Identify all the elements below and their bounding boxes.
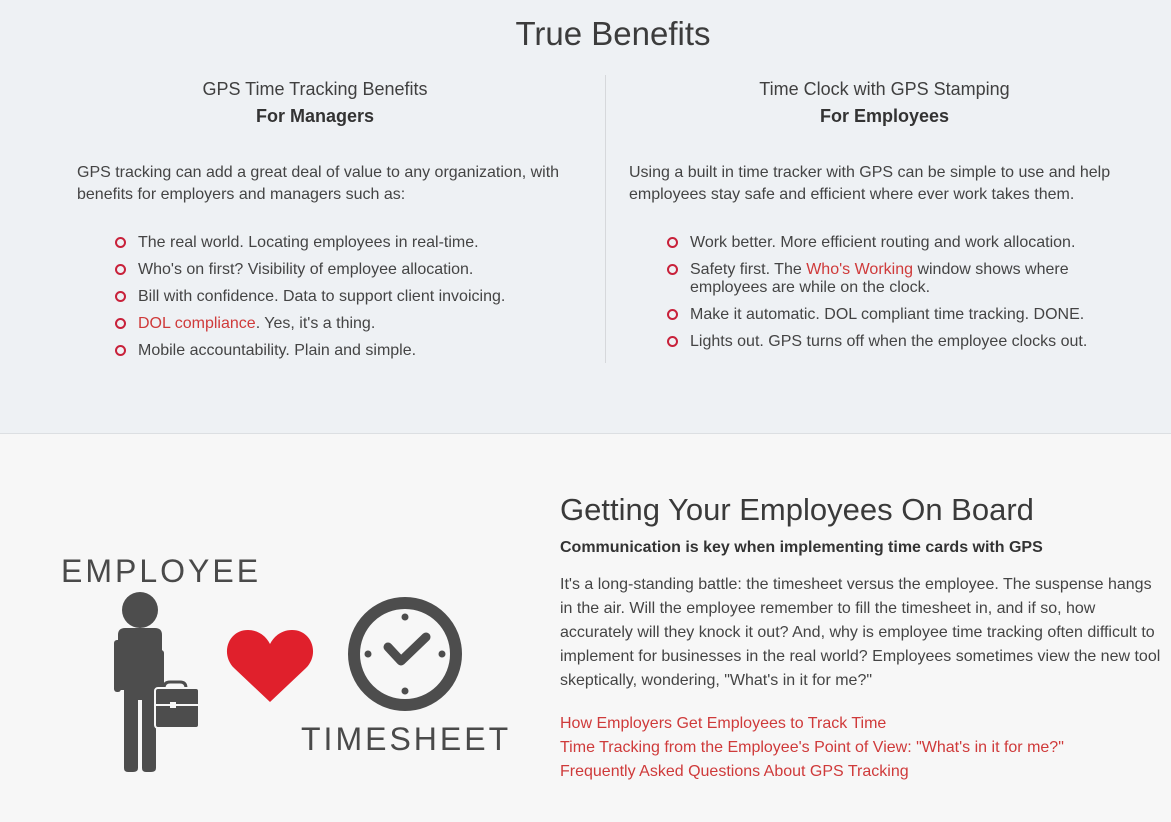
section-subtitle: Communication is key when implementing time cards with GPS bbox=[560, 539, 1043, 556]
managers-column bbox=[60, 78, 570, 369]
benefit-text: . Yes, it's a thing. bbox=[255, 315, 376, 332]
benefit-text: Lights out. GPS turns off when the employee clocks out. bbox=[690, 333, 1088, 350]
ring-bullet-icon bbox=[115, 264, 126, 275]
benefit-text: Safety first. The bbox=[690, 261, 807, 278]
employees-subtitle: Time Clock with GPS Stamping bbox=[759, 79, 1010, 99]
ring-bullet-icon bbox=[115, 291, 126, 302]
benefit-text: window shows where employees are while on the clock. bbox=[690, 261, 1069, 296]
list-item bbox=[622, 234, 1147, 252]
employees-on-board-section bbox=[560, 490, 1165, 784]
employees-intro: Using a built in time tracker with GPS can be simple to use and help employees stay safe and efficient where ever work takes them. bbox=[629, 164, 1111, 203]
list-item bbox=[60, 261, 570, 279]
page-title: True Benefits bbox=[515, 15, 711, 52]
benefit-text: Who's on first? Visibility of employee allocation. bbox=[138, 261, 474, 278]
ring-bullet-icon bbox=[667, 237, 678, 248]
benefit-text: Bill with confidence. Data to support client invoicing. bbox=[138, 288, 506, 305]
employees-heading: For Employees bbox=[819, 106, 950, 126]
benefit-text: Mobile accountability. Plain and simple. bbox=[138, 342, 417, 359]
list-item bbox=[622, 306, 1147, 324]
related-links bbox=[560, 712, 1165, 784]
list-item bbox=[622, 261, 1147, 297]
benefit-text: Work better. More efficient routing and work allocation. bbox=[690, 234, 1076, 251]
person-with-briefcase-icon bbox=[110, 590, 210, 775]
employees-column bbox=[622, 78, 1147, 360]
ring-bullet-icon bbox=[667, 264, 678, 275]
ring-bullet-icon bbox=[667, 309, 678, 320]
whos-working-link[interactable]: Who's Working bbox=[806, 261, 913, 278]
link-employee-point-of-view[interactable]: Time Tracking from the Employee's Point of View: "What's in it for me?" bbox=[560, 739, 1064, 756]
benefit-text: Make it automatic. DOL compliant time tracking. DONE. bbox=[690, 306, 1085, 323]
ring-bullet-icon bbox=[115, 318, 126, 329]
ring-bullet-icon bbox=[115, 345, 126, 356]
heart-icon bbox=[226, 628, 314, 704]
column-divider bbox=[605, 75, 606, 363]
clock-icon bbox=[346, 595, 466, 715]
link-faq-gps-tracking[interactable]: Frequently Asked Questions About GPS Tracking bbox=[560, 763, 909, 780]
ring-bullet-icon bbox=[115, 237, 126, 248]
employee-word: EMPLOYEE bbox=[61, 553, 262, 589]
ring-bullet-icon bbox=[667, 336, 678, 347]
timesheet-word: TIMESHEET bbox=[301, 721, 512, 757]
managers-benefit-list bbox=[60, 234, 570, 360]
list-item bbox=[622, 333, 1147, 351]
employees-benefit-list bbox=[622, 234, 1147, 351]
link-how-employers-get-employees[interactable]: How Employers Get Employees to Track Time bbox=[560, 715, 887, 732]
list-item bbox=[60, 342, 570, 360]
section-body: It's a long-standing battle: the timesheet versus the employee. The suspense hangs in the air. Will the employee remember to fill the timesheet in, and if so, how accurately will they knock it out? And, why is employee time tracking often difficult to implement for businesses in the real world? Employees sometimes view the new tool skeptically, wondering, "What's in it for me?" bbox=[560, 576, 1161, 689]
dol-compliance-link[interactable]: DOL compliance bbox=[138, 315, 256, 332]
list-item bbox=[60, 234, 570, 252]
managers-subtitle: GPS Time Tracking Benefits bbox=[202, 79, 428, 99]
list-item bbox=[60, 288, 570, 306]
employee-loves-timesheet-illustration bbox=[60, 550, 510, 780]
list-item bbox=[60, 315, 570, 333]
managers-heading: For Managers bbox=[255, 106, 375, 126]
section-title: Getting Your Employees On Board bbox=[560, 492, 1034, 527]
managers-intro: GPS tracking can add a great deal of value to any organization, with benefits for employers and managers such as: bbox=[77, 164, 560, 203]
benefit-text: The real world. Locating employees in real-time. bbox=[138, 234, 479, 251]
